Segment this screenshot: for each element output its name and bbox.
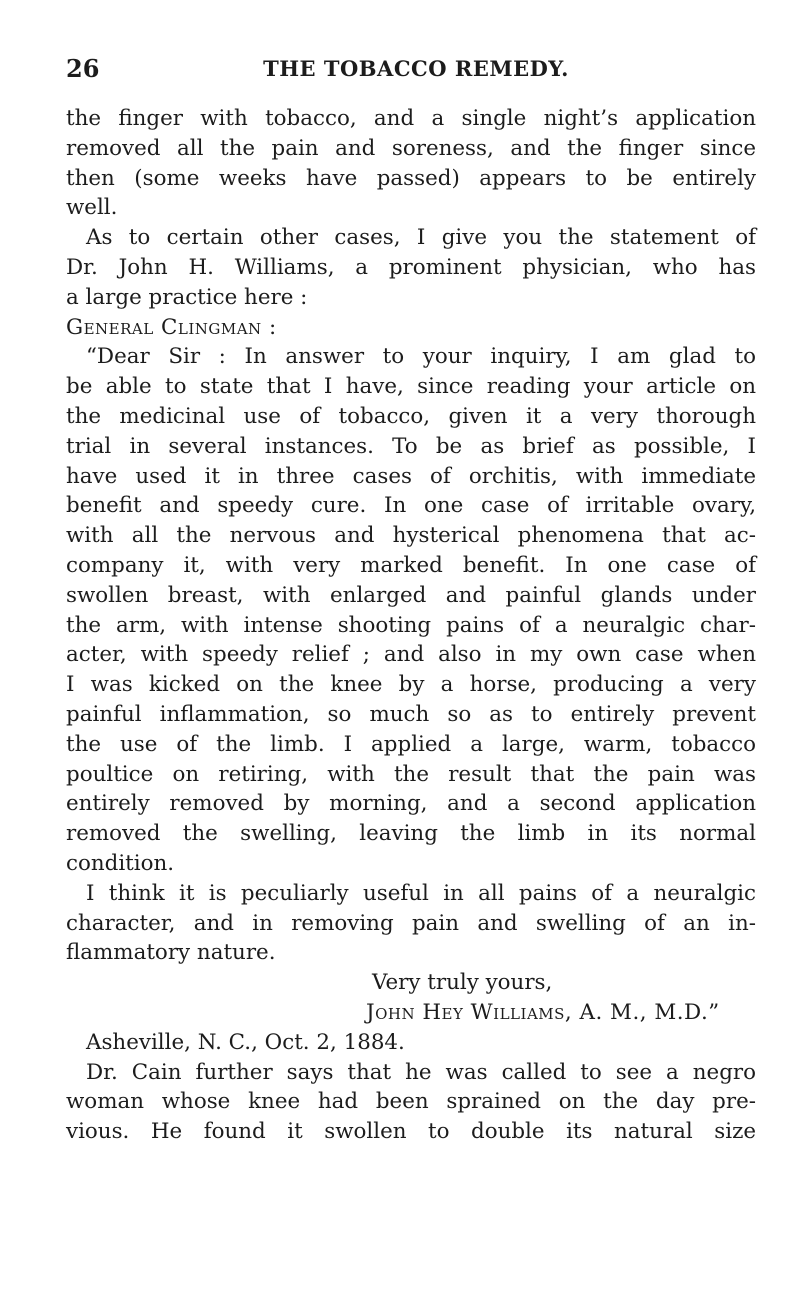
text-line: have used it in three cases of orchitis, with immediate: [66, 463, 756, 489]
text-line: a large practice here :: [66, 284, 308, 310]
text-line: woman whose knee had been sprained on the day pre-: [66, 1089, 756, 1115]
salutation: General Clingman :: [66, 314, 277, 340]
letter-signature: John Hey Williams, A. M., M.D.”: [366, 999, 720, 1025]
text-line: be able to state that I have, since reading your article on: [66, 374, 756, 400]
page-number: 26: [66, 54, 100, 83]
text-line: the arm, with intense shooting pains of a neuralgic char-: [66, 612, 756, 638]
text-line: removed the swelling, leaving the limb in its normal: [66, 821, 756, 847]
text-line: I was kicked on the knee by a horse, producing a very: [66, 672, 756, 698]
text-line: vious. He found it swollen to double its natural size: [66, 1119, 756, 1145]
letter-opening: “Dear Sir : In answer to your inquiry, I am glad to: [86, 344, 756, 370]
letter-place-date: Asheville, N. C., Oct. 2, 1884.: [86, 1029, 405, 1055]
text-line: well.: [66, 195, 118, 221]
text-line: flammatory nature.: [66, 940, 276, 966]
text-line: Dr. John H. Williams, a prominent physician, who has: [66, 254, 756, 280]
text-line: removed all the pain and soreness, and the finger since: [66, 135, 756, 161]
text-line: the medicinal use of tobacco, given it a very thorough: [66, 403, 756, 429]
text-line: benefit and speedy cure. In one case of irritable ovary,: [66, 493, 756, 519]
text-line: painful inflammation, so much so as to entirely prevent: [66, 701, 756, 727]
text-line: I think it is peculiarly useful in all pains of a neuralgic: [86, 880, 756, 906]
text-line: company it, with very marked benefit. In one case of: [66, 552, 756, 578]
text-line: Dr. Cain further says that he was called to see a negro: [86, 1059, 756, 1085]
body-text: [66, 104, 756, 1147]
text-line: the use of the limb. I applied a large, warm, tobacco: [66, 731, 756, 757]
text-line: As to certain other cases, I give you the statement of: [86, 225, 756, 251]
page-header: [66, 54, 766, 84]
letter-closing: Very truly yours,: [372, 970, 553, 996]
text-line: poultice on retiring, with the result that the pain was: [66, 761, 756, 787]
text-line: then (some weeks have passed) appears to be entirely: [66, 165, 756, 191]
text-line: entirely removed by morning, and a second application: [66, 791, 756, 817]
running-head: THE TOBACCO REMEDY.: [263, 56, 569, 81]
text-line: trial in several instances. To be as brief as possible, I: [66, 433, 756, 459]
text-line: swollen breast, with enlarged and painful glands under: [66, 582, 756, 608]
text-line: the finger with tobacco, and a single night’s application: [66, 106, 756, 131]
text-line: with all the nervous and hysterical phenomena that ac-: [66, 523, 756, 549]
text-line: condition.: [66, 850, 175, 876]
text-line: character, and in removing pain and swelling of an in-: [66, 910, 756, 936]
text-line: acter, with speedy relief ; and also in my own case when: [66, 642, 756, 668]
